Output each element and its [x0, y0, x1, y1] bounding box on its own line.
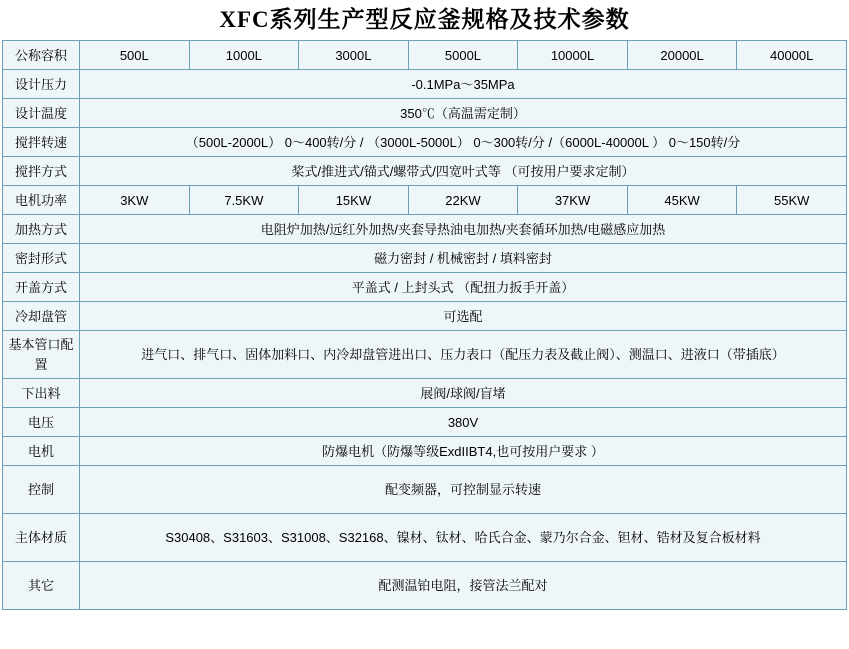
table-row	[3, 215, 847, 244]
table-cell: 15KW	[299, 186, 409, 215]
table-cell: 配变频器，可控制显示转速	[80, 466, 847, 514]
row-label: 开盖方式	[3, 273, 80, 302]
table-cell: 桨式/推进式/锚式/螺带式/四宽叶式等 （可按用户要求定制）	[80, 157, 847, 186]
table-row	[3, 302, 847, 331]
table-cell: 可选配	[80, 302, 847, 331]
table-cell: 配测温铂电阻，接管法兰配对	[80, 562, 847, 610]
table-cell: 展阀/球阀/盲堵	[80, 379, 847, 408]
row-label: 基本管口配置	[3, 331, 80, 379]
table-row	[3, 437, 847, 466]
table-row	[3, 70, 847, 99]
table-row	[3, 514, 847, 562]
row-label: 搅拌转速	[3, 128, 80, 157]
row-label: 电机	[3, 437, 80, 466]
table-cell: 3000L	[299, 41, 409, 70]
table-cell: 380V	[80, 408, 847, 437]
table-cell: 40000L	[737, 41, 847, 70]
table-cell: 45KW	[627, 186, 737, 215]
row-label: 设计温度	[3, 99, 80, 128]
row-label: 控制	[3, 466, 80, 514]
table-cell: -0.1MPa～35MPa	[80, 70, 847, 99]
table-row	[3, 157, 847, 186]
row-label: 密封形式	[3, 244, 80, 273]
table-row	[3, 128, 847, 157]
table-cell: 磁力密封 / 机械密封 / 填料密封	[80, 244, 847, 273]
row-label: 搅拌方式	[3, 157, 80, 186]
table-cell: 进气口、排气口、固体加料口、内冷却盘管进出口、压力表口（配压力表及截止阀）、测温口、进液口（带插底）	[80, 331, 847, 379]
row-label: 下出料	[3, 379, 80, 408]
table-cell: 防爆电机（防爆等级ExdIIBT4,也可按用户要求 ）	[80, 437, 847, 466]
table-row	[3, 331, 847, 379]
table-cell: 37KW	[518, 186, 628, 215]
table-row	[3, 562, 847, 610]
row-label: 公称容积	[3, 41, 80, 70]
table-row	[3, 379, 847, 408]
row-label: 电机功率	[3, 186, 80, 215]
row-label: 加热方式	[3, 215, 80, 244]
table-cell: 1000L	[189, 41, 299, 70]
specification-table	[2, 40, 847, 610]
table-cell: 平盖式 / 上封头式 （配扭力扳手开盖）	[80, 273, 847, 302]
table-cell: 22KW	[408, 186, 518, 215]
row-label: 电压	[3, 408, 80, 437]
table-cell: 20000L	[627, 41, 737, 70]
table-cell: 5000L	[408, 41, 518, 70]
table-cell: 3KW	[80, 186, 190, 215]
table-cell: S30408、S31603、S31008、S32168、镍材、钛材、哈氏合金、蒙乃尔合金、钽材、锆材及复合板材料	[80, 514, 847, 562]
row-label: 冷却盘管	[3, 302, 80, 331]
row-label: 其它	[3, 562, 80, 610]
table-cell: 10000L	[518, 41, 628, 70]
row-label: 设计压力	[3, 70, 80, 99]
table-row	[3, 186, 847, 215]
table-row	[3, 273, 847, 302]
table-row	[3, 41, 847, 70]
table-row	[3, 466, 847, 514]
row-label: 主体材质	[3, 514, 80, 562]
table-cell: 电阻炉加热/远红外加热/夹套导热油电加热/夹套循环加热/电磁感应加热	[80, 215, 847, 244]
page-title: XFC系列生产型反应釜规格及技术参数	[219, 7, 630, 32]
table-row	[3, 408, 847, 437]
table-cell: （500L-2000L） 0～400转/分 / （3000L-5000L） 0～300转/分 /（6000L-40000L ） 0～150转/分	[80, 128, 847, 157]
table-row	[3, 99, 847, 128]
table-cell: 55KW	[737, 186, 847, 215]
table-row	[3, 244, 847, 273]
table-cell: 350℃（高温需定制）	[80, 99, 847, 128]
table-cell: 500L	[80, 41, 190, 70]
table-cell: 7.5KW	[189, 186, 299, 215]
